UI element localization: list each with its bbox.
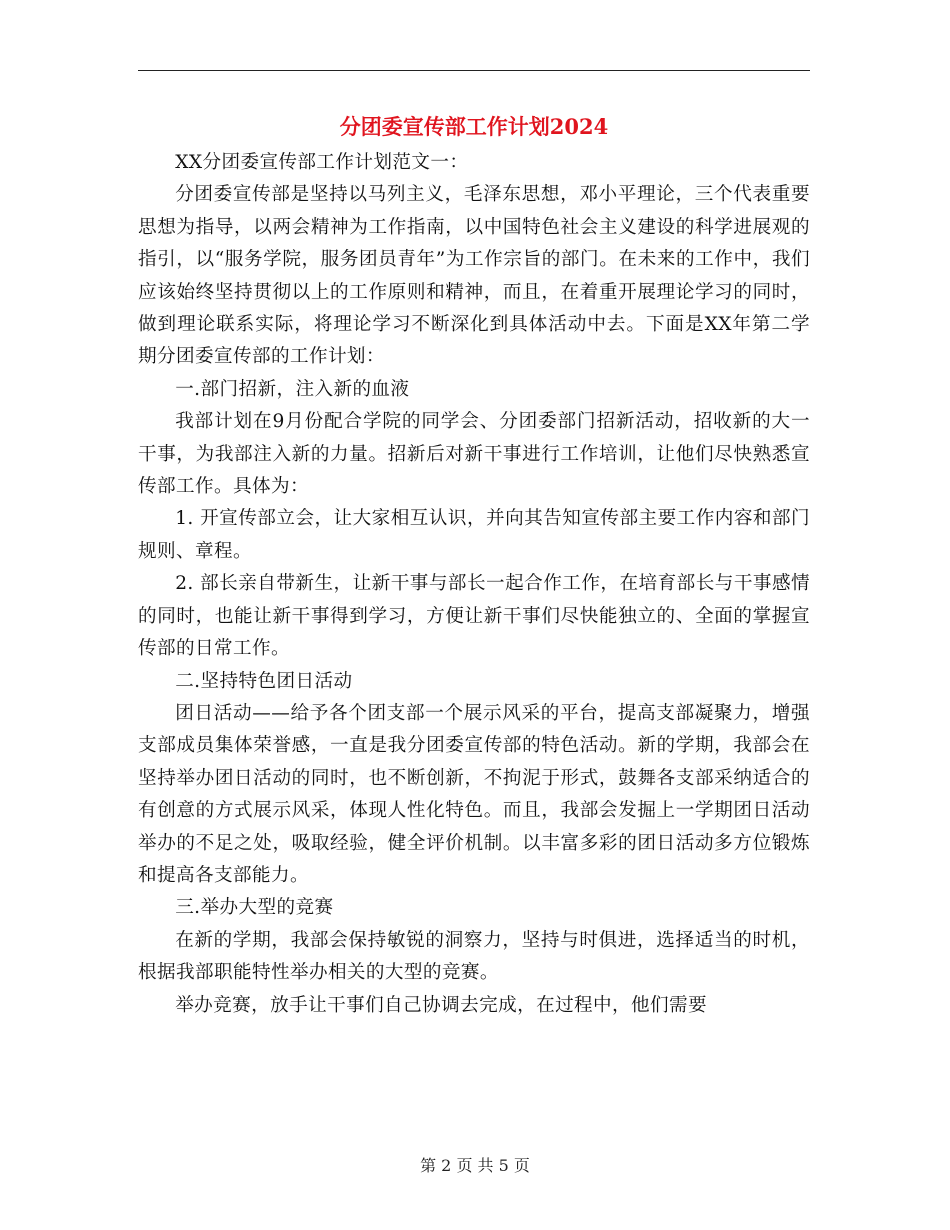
section-heading-league-day: 二.坚持特色团日活动 <box>175 670 353 692</box>
document-body <box>138 147 810 1022</box>
paragraph-recruitment: 我部计划在9月份配合学院的同学会、分团委部门招新活动，招收新的大一干事，为我部注入新的力量。招新后对新干事进行工作培训，让他们尽快熟悉宣传部工作。具体为： <box>138 411 810 498</box>
section-heading-recruitment: 一.部门招新，注入新的血液 <box>175 378 410 400</box>
paragraph-league-day: 团日活动——给予各个团支部一个展示风采的平台，提高支部凝聚力，增强支部成员集体荣誉感，一直是我分团委宣传部的特色活动。新的学期，我部会在坚持举办团日活动的同时，也不断创新，不拘泥于形式，鼓舞各支部采纳适合的有创意的方式展示风采，体现人性化特色。而且，我部会发掘上一学期团日活动举办的不足之处，吸取经验，健全评价机制。以丰富多彩的团日活动多方位锻炼和提高各支部能力。 <box>138 702 810 886</box>
page-number: 第 2 页 共 5 页 <box>420 1156 530 1175</box>
section-heading-competition: 三.举办大型的竞赛 <box>175 897 334 919</box>
document-title: 分团委宣传部工作计划2024 <box>339 114 609 139</box>
paragraph-competition-continued: 举办竞赛，放手让干事们自己协调去完成，在过程中，他们需要 <box>175 994 708 1016</box>
header-rule <box>138 70 810 71</box>
list-item-1: 1. 开宣传部立会，让大家相互认识，并向其告知宣传部主要工作内容和部门规则、章程。 <box>138 508 810 562</box>
paragraph-competition: 在新的学期，我部会保持敏锐的洞察力，坚持与时俱进，选择适当的时机，根据我部职能特性举办相关的大型的竞赛。 <box>138 929 810 984</box>
paragraph-intro-heading: XX分团委宣传部工作计划范文一： <box>175 152 469 173</box>
paragraph-overview: 分团委宣传部是坚持以马列主义，毛泽东思想，邓小平理论，三个代表重要思想为指导，以两会精神为工作指南，以中国特色社会主义建设的科学进展观的指引，以“服务学院，服务团员青年”为工作宗旨的部门。在未来的工作中，我们应该始终坚持贯彻以上的工作原则和精神，而且，在着重开展理论学习的同时，做到理论联系实际，将理论学习不断深化到具体活动中去。下面是XX年第二学期分团委宣传部的工作计划： <box>138 184 810 368</box>
list-item-2: 2. 部长亲自带新生，让新干事与部长一起合作工作，在培育部长与干事感情的同时，也能让新干事得到学习，方便让新干事们尽快能独立的、全面的掌握宣传部的日常工作。 <box>138 573 810 660</box>
